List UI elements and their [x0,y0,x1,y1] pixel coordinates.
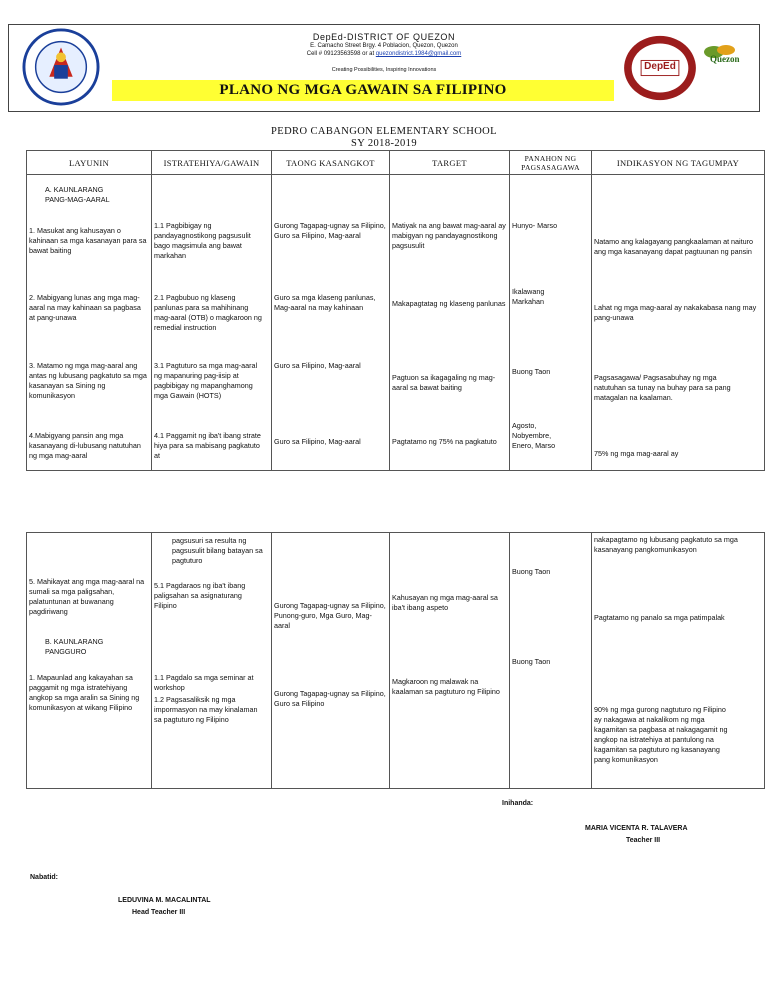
col-header-panahon: PANAHON NG PAGSASAGAWA [510,151,592,175]
target-cell [390,175,510,471]
panahon-4: Agosto, Nobyembre, Enero, Marso [512,421,556,450]
plan-table-page1 [26,150,765,471]
target-4: Pagtatamo ng 75% na pagkatuto [392,437,497,446]
indikasyon-1: Natamo ang kalagayang pangkaalaman at naituro ang mga kasanayang dapat pagtuunan ng pansin [594,237,754,256]
indikasyon-3: Pagsasagawa/ Pagsasabuhay ng mga natutuhan sa tunay na buhay para sa pang matagalan na kaalaman. [594,373,731,402]
panahon-1: Hunyo- Marso [512,221,558,230]
page-title: PLANO NG MGA GAWAIN SA FILIPINO [112,80,614,101]
prepared-title: Teacher III [626,837,661,844]
quezon-logo [700,40,748,70]
contact-prefix: Cell # 09123563598 or at [306,51,375,57]
layunin-4: 4.Mabigyang pansin ang mga kasanayang di-lubusang natutuhan ng mga mag-aaral [29,431,141,460]
col-header-layunin: LAYUNIN [27,151,152,175]
col-header-target: TARGET [390,151,510,175]
layunin-2: 2. Mabigyang lunas ang mga mag-aaral na may kahinaan sa pagbasa at pang-unawa [29,293,141,322]
indikasyon-5: Pagtatamo ng panalo sa mga patimpalak [594,613,725,622]
indikasyon-cell [592,533,765,789]
panahon-2: Ikalawang Markahan [512,287,545,306]
gawain-3: 3.1 Pagtuturo sa mga mag-aaral ng mapanuring pag-iisip at pagbibigay ng mapanghamong mga Gawain (HOTS) [154,361,258,400]
gawain-5: 5.1 Pagdaraos ng iba't ibang paligsahan sa asignaturang Filipino [154,581,246,610]
target-1: Matiyak na ang bawat mag-aaral ay mabigyan ng pandayagnostikong pagsusulit [392,221,506,250]
layunin-cell [27,533,152,789]
panahon-cell [510,533,592,789]
tao-5: Gurong Tagapag-ugnay sa Filipino, Punong-guro, Mga Guro, Mag-aaral [274,601,386,630]
layunin-3: 3. Matamo ng mga mag-aaral ang antas ng lubusang pagkatuto sa mga kasanayan sa Sining ng komunikasyon [29,361,147,400]
org-address: E. Camacho Street Brgy. 4 Poblacion, Quezon, Quezon [310,43,458,49]
target-2: Makapagtatag ng klaseng panlunas [392,299,506,308]
panahon-6: Buong Taon [512,657,551,666]
target-3: Pagtuon sa ikagagaling ng mag-aaral sa bawat baiting [392,373,496,392]
gawain-cell [152,175,272,471]
district-seal-label: DepEd [644,61,676,72]
tao-3: Guro sa Filipino, Mag-aaral [274,361,361,370]
panahon-3: Buong Taon [512,367,551,376]
noted-name: LEDUVINA M. MACALINTAL [118,897,211,904]
layunin-6: 1. Mapaunlad ang kakayahan sa paggamit ng mga istratehiyang angkop sa mga aralin sa Sining ng komunikasyon at wikang Filipino [29,673,140,712]
target-cell [390,533,510,789]
prepared-label: Inihanda: [502,800,534,807]
noted-label: Nabatid: [30,874,58,881]
table-header-row [27,151,765,175]
indikasyon-4: 75% ng mga mag-aaral ay [594,449,679,458]
taong-kasangkot-cell [272,533,390,789]
section-a-heading: A. KAUNLARANG PANG-MAG-AARAL [45,185,110,204]
noted-title: Head Teacher III [132,909,186,916]
col-header-gawain: ISTRATEHIYA/GAWAIN [152,151,272,175]
indikasyon-cell [592,175,765,471]
school-name: PEDRO CABANGON ELEMENTARY SCHOOL [271,126,497,137]
taong-kasangkot-cell [272,175,390,471]
table-row [27,175,765,471]
target-5: Kahusayan ng mga mag-aaral sa iba't ibang aspeto [392,593,498,612]
org-motto: Creating Possibilities, Inspiring Innovations [331,67,437,73]
indikasyon-continued: nakapagtamo ng lubusang pagkatuto sa mga kasanayang pangkomunikasyon [594,535,738,554]
section-b-heading: B. KAUNLARANG PANGGURO [45,637,104,656]
target-6: Magkaroon ng malawak na kaalaman sa pagtuturo ng Filipino [392,677,500,696]
gawain-continued: pagsusuri sa resulta ng pagsusulit bilang batayan sa pagtuturo [172,536,263,565]
gawain-4: 4.1 Paggamit ng iba't ibang strate hiya para sa mabisang pagkatuto at [154,431,261,460]
prepared-name: MARIA VICENTA R. TALAVERA [585,825,688,832]
layunin-5: 5. Mahikayat ang mga mag-aaral na sumali sa mga paligsahan, palatuntunan at buwanang pagdiriwang [29,577,145,616]
col-header-taong-kasangkot: TAONG KASANGKOT [272,151,390,175]
contact-email-link[interactable]: quezondistrict.1984@gmail.com [375,51,462,57]
gawain-1: 1.1 Pagbibigay ng pandayagnostikong pagsusulit bago magsimula ang bawat markahan [154,221,251,260]
layunin-1: 1. Masukat ang kahusayan o kahinaan sa mga kasanayan para sa bawat baiting [29,226,147,255]
tao-2: Guro sa mga klaseng panlunas, Mag-aaral na may kahinaan [274,293,376,312]
table-row [27,533,765,789]
panahon-5: Buong Taon [512,567,551,576]
tao-6: Gurong Tagapag-ugnay sa Filipino, Guro sa Filipino [274,689,386,708]
org-name: DepEd-DISTRICT OF QUEZON [312,32,456,42]
tao-4: Guro sa Filipino, Mag-aaral [274,437,361,446]
tao-1: Gurong Tagapag-ugnay sa Filipino, Guro sa Filipino, Mag-aaral [274,221,386,240]
school-year: SY 2018-2019 [351,138,417,149]
plan-table-page2 [26,532,765,789]
gawain-cell [152,533,272,789]
gawain-6b: 1.2 Pagsasaliksik ng mga impormasyon na may kinalaman sa pagtuturo ng Filipino [154,695,258,724]
col-header-indikasyon: INDIKASYON NG TAGUMPAY [592,151,765,175]
layunin-cell [27,175,152,471]
indikasyon-6: 90% ng mga gurong nagtuturo ng Filipino ay nakagawa at nakalikom ng mga kagamitan sa pagbasa at nakagagamit ng angkop na istratehiya at pantulong na kagamitan sa pagtuturo ng kasanayang pang komunikasyon [594,705,728,764]
panahon-cell [510,175,592,471]
quezon-logo-text: Quezon [710,54,740,64]
gawain-2: 2.1 Pagbubuo ng klaseng panlunas para sa mahihinang mag-aaral (OTB) o magkaroon ng remedial instruction [154,293,262,332]
gawain-6a: 1.1 Pagdalo sa mga seminar at workshop [154,673,254,692]
indikasyon-2: Lahat ng mga mag-aaral ay nakakabasa nang may pang-unawa [594,303,757,322]
